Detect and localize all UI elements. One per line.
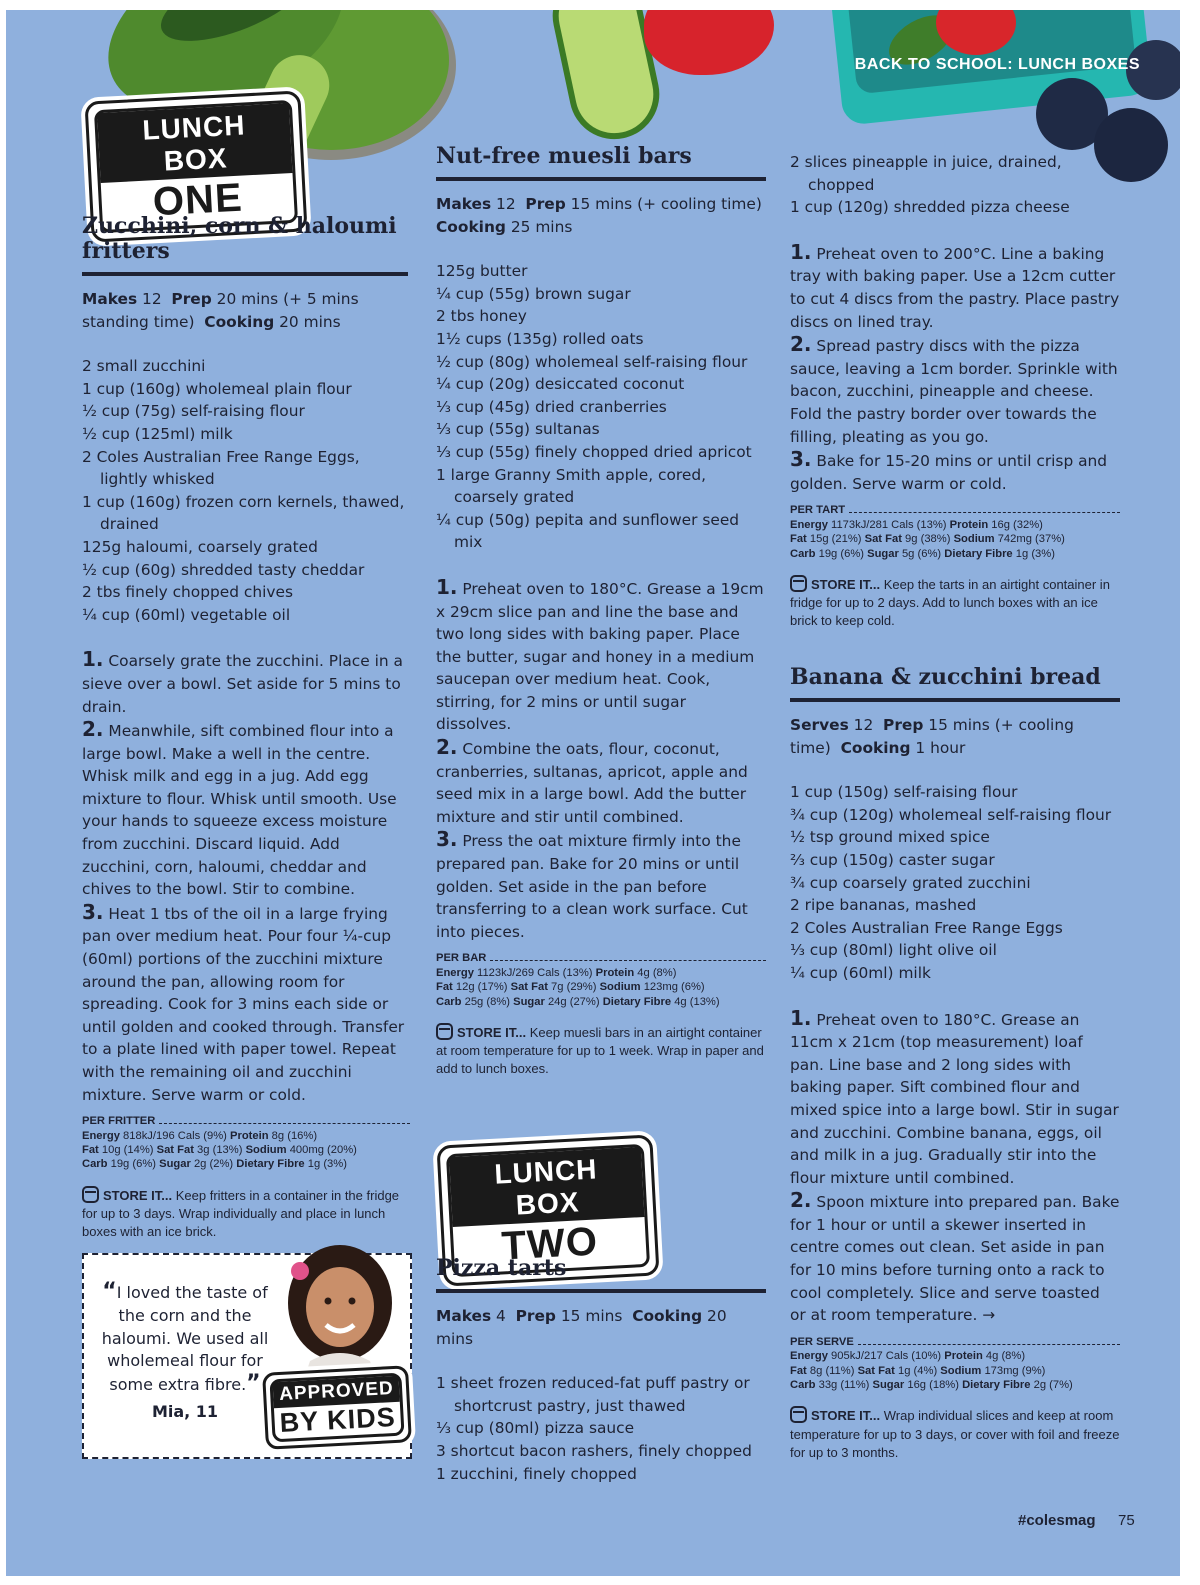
- method-step: [790, 333, 1120, 448]
- store-it-note: [436, 1023, 766, 1079]
- method: [436, 576, 766, 944]
- ingredient: ¼ cup (50g) pepita and sunflower seed mix: [436, 510, 740, 552]
- nutrient-name: Dietary Fibre: [236, 1158, 305, 1171]
- recipe-pizza-tarts: [436, 1256, 766, 1485]
- store-it-note: [82, 1186, 410, 1242]
- container-icon: [790, 1406, 807, 1423]
- makes-label: Makes: [82, 290, 138, 308]
- store-it-text: Keep the tarts in an airtight container in fridge for up to 2 days. Add to lunch boxes with an ice brick to keep cold.: [790, 576, 1110, 629]
- nutrient-value: 4g (13%): [674, 995, 720, 1008]
- method: [82, 648, 410, 1106]
- stamp-bottom-text: TWO: [500, 1219, 599, 1269]
- ingredient: ⅓ cup (80ml) light olive oil: [790, 941, 997, 960]
- nutrition-header: [790, 503, 1120, 517]
- stamp-top-text: LUNCH BOX: [97, 103, 292, 183]
- nutrition-header: [82, 1114, 410, 1128]
- method-step: [82, 901, 410, 1106]
- prep-value: 20 mins (+ 5 mins standing time): [82, 290, 359, 331]
- recipe-pizza-tarts-continued: [790, 151, 1120, 631]
- method-step: [436, 736, 766, 828]
- serves-value: 12: [853, 716, 874, 734]
- ingredient: 2 ripe bananas, mashed: [790, 896, 977, 915]
- method-step: [82, 718, 410, 901]
- step-text: Spread pastry discs with the pizza sauce, leaving a 1cm border. Sprinkle with bacon, zucchini, pineapple and cheese. Fold the pastry border over towards the filling, pleating as you go.: [790, 337, 1118, 446]
- ingredient: 2 Coles Australian Free Range Eggs, lightly whisked: [82, 447, 360, 489]
- nutrient-name: Sugar: [872, 1379, 905, 1392]
- nutrient-value: 123mg (6%): [643, 981, 705, 994]
- nutrient-name: Sodium: [940, 1364, 982, 1377]
- method-step: [790, 241, 1120, 333]
- store-it-text: Keep muesli bars in an airtight container at room temperature for up to 1 week. Wrap in paper and add to lunch boxes.: [436, 1025, 764, 1077]
- prep-value: 15 mins (+ cooling time): [790, 716, 1074, 757]
- nutrient-name: Dietary Fibre: [602, 995, 672, 1008]
- method-step: [790, 1189, 1120, 1327]
- nutrient-value: 742mg (37%): [997, 533, 1065, 546]
- nutrient-value: 905kJ/217 Cals (10%): [831, 1350, 942, 1363]
- ingredient: 1 cup (150g) self-raising flour: [790, 783, 1018, 802]
- recipe-meta: [436, 1305, 766, 1350]
- ingredient: ½ cup (125ml) milk: [82, 424, 233, 443]
- ingredient: ¾ cup coarsely grated zucchini: [790, 873, 1031, 892]
- ingredient: ⅓ cup (45g) dried cranberries: [436, 397, 667, 416]
- nutrition-header: [436, 951, 766, 965]
- method-step: [436, 828, 766, 943]
- recipe-zucchini-fritters: [82, 214, 410, 1241]
- nutrient-name: Sat Fat: [156, 1144, 194, 1156]
- quote-attribution: Mia, 11: [151, 1401, 219, 1421]
- nutrient-name: Sat Fat: [857, 1364, 895, 1377]
- nutrient-name: Carb: [82, 1158, 108, 1171]
- stamp-top-text: LUNCH BOX: [449, 1147, 644, 1227]
- nutrition-label: PER FRITTER: [82, 1115, 156, 1128]
- nutrient-value: 818kJ/196 Cals (9%): [123, 1129, 227, 1142]
- nutrient-name: Carb: [436, 995, 462, 1008]
- nutrition-panel: [790, 1335, 1120, 1393]
- makes-value: 4: [496, 1307, 506, 1325]
- prep-label: Prep: [883, 716, 924, 734]
- step-number: 1.: [790, 239, 812, 264]
- nutrition-line: [790, 1378, 1120, 1392]
- ingredient: 1 cup (160g) frozen corn kernels, thawed, drained: [82, 492, 405, 534]
- ingredient: 1 cup (160g) wholemeal plain flour: [82, 379, 352, 398]
- step-text: Bake for 15-20 mins or until crisp and golden. Serve warm or cold.: [790, 452, 1108, 493]
- ingredient: 2 slices pineapple in juice, drained, chopped: [790, 153, 1062, 194]
- nutrient-value: 10g (14%): [101, 1144, 154, 1156]
- store-it-label: STORE IT...: [811, 1408, 881, 1424]
- makes-label: Makes: [436, 1307, 492, 1325]
- nutrient-value: 1173kJ/281 Cals (13%): [831, 518, 947, 531]
- kid-quote: [90, 1281, 280, 1424]
- nutrition-label: PER TART: [790, 504, 846, 517]
- nutrient-name: Energy: [790, 518, 828, 531]
- nutrient-value: 12g (17%): [455, 981, 508, 994]
- ingredient: 2 tbs honey: [436, 307, 527, 326]
- nutrient-name: Protein: [949, 518, 989, 531]
- nutrition-line: [790, 547, 1120, 561]
- ingredient: 1½ cups (135g) rolled oats: [436, 329, 644, 348]
- makes-value: 12: [496, 195, 516, 213]
- nutrient-value: 19g (6%): [818, 547, 865, 560]
- container-icon: [436, 1023, 453, 1040]
- nutrient-value: 9g (38%): [905, 533, 951, 546]
- recipe-muesli-bars: [436, 144, 766, 1079]
- nutrient-name: Energy: [790, 1350, 828, 1363]
- ingredient-list: [436, 1372, 766, 1485]
- ingredient: 1 cup (120g) shredded pizza cheese: [790, 198, 1070, 217]
- ingredient: ¼ cup (55g) brown sugar: [436, 284, 631, 303]
- recipe-title: Zucchini, corn & haloumi fritters: [82, 214, 408, 276]
- nutrient-name: Protein: [595, 966, 635, 979]
- magazine-page: [6, 10, 1180, 1576]
- nutrition-label: PER BAR: [436, 952, 487, 965]
- store-it-note: [790, 575, 1120, 631]
- ingredient: ⅓ cup (80ml) pizza sauce: [436, 1419, 635, 1438]
- method-step: [82, 648, 410, 718]
- stamp-top-text: APPROVED: [273, 1376, 400, 1409]
- prep-value: 15 mins (+ cooling time): [570, 195, 762, 213]
- nutrient-value: 33g (11%): [818, 1379, 870, 1392]
- nutrient-value: 16g (32%): [991, 518, 1043, 531]
- step-text: Heat 1 tbs of the oil in a large frying pan over medium heat. Pour four ¼-cup (60ml) portions of the zucchini mixture around the pan, allowing room for spreading. Cook for 3 mins each side or until golden and cooked through. Transfer to a plate lined with paper towel. Repeat with the remaining oil and zucchini mixture. Serve warm or cold.: [82, 904, 405, 1104]
- container-icon: [82, 1186, 99, 1203]
- ingredient: 3 shortcut bacon rashers, finely chopped: [436, 1441, 752, 1460]
- cooking-value: 25 mins: [510, 217, 573, 236]
- prep-value: 15 mins: [560, 1307, 623, 1325]
- stamp-frame: [269, 1373, 404, 1443]
- nutrient-value: 3g (13%): [197, 1144, 243, 1156]
- prep-label: Prep: [171, 290, 212, 308]
- kid-photo: [280, 1241, 400, 1379]
- nutrient-name: Sodium: [245, 1144, 287, 1156]
- method-step: [790, 1007, 1120, 1190]
- ingredient: 2 Coles Australian Free Range Eggs: [790, 918, 1063, 937]
- nutrient-value: 1123kJ/269 Cals (13%): [477, 966, 593, 979]
- nutrient-value: 25g (8%): [464, 995, 511, 1008]
- nutrition-line: [436, 995, 766, 1009]
- ingredient: ⅔ cup (150g) caster sugar: [790, 850, 995, 869]
- step-number: 2.: [790, 332, 812, 357]
- nutrient-name: Carb: [790, 1379, 816, 1392]
- stamp-bottom-text: ONE: [151, 175, 244, 225]
- ingredient-list: [790, 151, 1120, 219]
- recipe-meta: [436, 193, 766, 238]
- recipe-title: Pizza tarts: [436, 1256, 766, 1293]
- makes-value: 12: [142, 290, 162, 308]
- nutrient-name: Protein: [230, 1129, 269, 1142]
- nutrition-header: [790, 1335, 1120, 1349]
- store-it-text: Keep fritters in a container in the fridge for up to 3 days. Wrap individually and place in lunch boxes with an ice brick.: [82, 1187, 400, 1240]
- ingredient: ¾ cup (120g) wholemeal self-raising flour: [790, 805, 1112, 824]
- method: [790, 1007, 1120, 1327]
- stamp-bottom-text: BY KIDS: [278, 1401, 397, 1438]
- ingredient: ¼ cup (20g) desiccated coconut: [436, 375, 685, 394]
- quote-text: I loved the taste of the corn and the haloumi. We used all wholemeal flour for some extra fibre.: [101, 1283, 269, 1395]
- cooking-label: Cooking: [204, 312, 275, 331]
- recipe-title: Nut-free muesli bars: [436, 144, 766, 181]
- step-number: 3.: [436, 827, 458, 852]
- step-number: 1.: [82, 647, 104, 672]
- step-text: Preheat oven to 180°C. Grease a 19cm x 29cm slice pan and line the base and two long sides with baking paper. Place the butter, sugar and honey in a medium saucepan over medium heat. Cook, stirring, for 2 mins or until sugar dissolves.: [436, 579, 764, 734]
- nutrient-name: Dietary Fibre: [944, 547, 1013, 560]
- ingredient: 125g butter: [436, 262, 528, 281]
- nutrition-line: [82, 1157, 410, 1171]
- cooking-label: Cooking: [436, 217, 506, 236]
- nutrient-name: Dietary Fibre: [962, 1379, 1031, 1392]
- nutrition-panel: [790, 503, 1120, 561]
- step-text: Coarsely grate the zucchini. Place in a sieve over a bowl. Set aside for 5 mins to drain.: [82, 652, 403, 716]
- nutrient-name: Sugar: [867, 547, 899, 560]
- recipe-meta: [82, 288, 410, 333]
- nutrient-value: 8g (16%): [271, 1129, 318, 1142]
- nutrient-name: Fat: [790, 533, 807, 546]
- nutrient-value: 24g (27%): [547, 995, 600, 1008]
- nutrition-line: [790, 1364, 1120, 1378]
- nutrient-name: Sat Fat: [510, 981, 548, 994]
- nutrition-line: [790, 1349, 1120, 1363]
- step-text: Spoon mixture into prepared pan. Bake for 1 hour or until a skewer inserted in centre comes out clean. Set aside in pan for 10 mins before turning onto a rack to cool completely. Slice and serve toasted or at room temperature. →: [790, 1193, 1120, 1325]
- makes-label: Makes: [436, 195, 492, 213]
- step-number: 3.: [82, 899, 104, 924]
- step-text: Meanwhile, sift combined flour into a large bowl. Make a well in the centre. Whisk milk and egg in a jug. Add egg mixture to flour. Whisk until smooth. Use your hands to squeeze excess moisture from zucchini. Discard liquid. Add zucchini, corn, haloumi, cheddar and chives to the bowl. Stir to combine.: [82, 722, 397, 899]
- recipe-title: Banana & zucchini bread: [790, 665, 1120, 702]
- ingredient: 1 zucchini, finely chopped: [436, 1464, 637, 1483]
- ingredient: ¼ cup (60ml) vegetable oil: [82, 605, 291, 624]
- nutrient-value: 19g (6%): [110, 1158, 157, 1171]
- nutrient-value: 1g (3%): [1015, 547, 1055, 560]
- nutrient-name: Energy: [82, 1129, 120, 1142]
- step-text: Press the oat mixture firmly into the prepared pan. Bake for 20 mins or until golden. Set aside in the pan before transferring to a clean work surface. Cut into pieces.: [436, 832, 748, 941]
- approved-by-kids-stamp: [262, 1365, 412, 1450]
- nutrient-name: Fat: [436, 981, 453, 994]
- nutrient-name: Fat: [82, 1144, 99, 1156]
- magazine-hashtag: #colesmag: [1018, 1512, 1096, 1529]
- nutrient-value: 1g (4%): [898, 1364, 938, 1377]
- ingredient: ½ cup (60g) shredded tasty cheddar: [82, 560, 365, 579]
- nutrition-line: [82, 1129, 410, 1143]
- nutrient-value: 16g (18%): [907, 1379, 959, 1392]
- nutrient-name: Fat: [790, 1364, 807, 1377]
- nutrient-name: Protein: [944, 1350, 983, 1363]
- nutrient-name: Sat Fat: [864, 533, 902, 546]
- cooking-value: 1 hour: [915, 738, 966, 757]
- ingredient: 1 sheet frozen reduced-fat puff pastry or shortcrust pastry, just thawed: [436, 1374, 750, 1415]
- cooking-label: Cooking: [840, 738, 911, 757]
- ingredient: 1 large Granny Smith apple, cored, coarsely grated: [436, 465, 706, 507]
- nutrition-line: [82, 1143, 410, 1157]
- nutrient-name: Sugar: [513, 995, 545, 1008]
- nutrient-value: 15g (21%): [809, 533, 862, 546]
- nutrient-value: 2g (2%): [193, 1158, 234, 1171]
- nutrition-line: [790, 532, 1120, 546]
- ingredient-list: [436, 260, 766, 554]
- store-it-label: STORE IT...: [457, 1025, 527, 1041]
- method: [790, 241, 1120, 496]
- cooking-value: 20 mins: [279, 312, 341, 331]
- nutrient-name: Sugar: [159, 1158, 191, 1171]
- store-it-label: STORE IT...: [103, 1187, 173, 1203]
- nutrient-value: 8g (11%): [809, 1364, 855, 1377]
- nutrient-value: 1g (3%): [307, 1158, 347, 1171]
- ingredient: ⅓ cup (55g) sultanas: [436, 420, 600, 439]
- nutrition-line: [436, 980, 766, 994]
- nutrient-value: 4g (8%): [985, 1350, 1026, 1363]
- ingredient: ⅓ cup (55g) finely chopped dried apricot: [436, 442, 752, 461]
- ingredient: 125g haloumi, coarsely grated: [82, 537, 318, 556]
- method-step: [790, 448, 1120, 495]
- store-it-note: [790, 1406, 1120, 1462]
- nutrient-name: Sodium: [953, 533, 995, 546]
- nutrition-line: [436, 966, 766, 980]
- nutrient-value: 2g (7%): [1033, 1379, 1073, 1392]
- step-number: 3.: [790, 447, 812, 472]
- step-number: 1.: [790, 1005, 812, 1030]
- ingredient: 2 tbs finely chopped chives: [82, 583, 293, 602]
- strawberry-image: [644, 10, 774, 75]
- step-text: Preheat oven to 200°C. Line a baking tray with baking paper. Use a 12cm cutter to cut 4 discs from the pastry. Place pastry discs on lined tray.: [790, 244, 1120, 331]
- store-it-label: STORE IT...: [811, 576, 881, 592]
- section-label: BACK TO SCHOOL: LUNCH BOXES: [854, 56, 1140, 73]
- step-text: Preheat oven to 180°C. Grease an 11cm x 21cm (top measurement) loaf pan. Line base and 2 long sides with baking paper. Sift combined flour and mixed spice into a large bowl. Stir in sugar and zucchini. Combine banana, eggs, oil and milk in a jug. Gradually stir into the flour mixture until combined.: [790, 1010, 1119, 1187]
- step-text: Combine the oats, flour, coconut, cranberries, sultanas, apricot, apple and seed mix in a large bowl. Add the butter mixture and stir until combined.: [436, 740, 748, 826]
- ingredient: ½ cup (80g) wholemeal self-raising flour: [436, 352, 748, 371]
- recipe-meta: [790, 714, 1120, 759]
- serves-label: Serves: [790, 716, 849, 734]
- nutrient-name: Carb: [790, 547, 816, 560]
- nutrient-name: Energy: [436, 966, 474, 979]
- nutrient-value: 4g (8%): [637, 966, 677, 979]
- nutrient-value: 400mg (20%): [289, 1144, 357, 1156]
- open-quote-mark: “: [102, 1279, 117, 1304]
- nutrient-value: 173mg (9%): [984, 1364, 1046, 1377]
- store-it-text: Wrap individual slices and keep at room temperature for up to 3 days, or cover with foil and freeze for up to 3 months.: [790, 1408, 1120, 1460]
- nutrient-value: 7g (29%): [551, 981, 597, 994]
- page-number: 75: [1118, 1512, 1135, 1529]
- ingredient-list: [82, 355, 410, 626]
- recipe-banana-zucchini-bread: [790, 665, 1120, 1462]
- prep-label: Prep: [525, 195, 566, 213]
- ingredient: ½ tsp ground mixed spice: [790, 828, 990, 847]
- kid-quote-box: [82, 1253, 412, 1459]
- prep-label: Prep: [515, 1307, 556, 1325]
- container-icon: [790, 575, 807, 592]
- close-quote-mark: ”: [246, 1371, 261, 1397]
- nutrition-label: PER SERVE: [790, 1335, 854, 1348]
- ingredient-list: [790, 781, 1120, 984]
- nutrient-name: Sodium: [599, 981, 641, 994]
- step-number: 2.: [436, 735, 458, 760]
- cooking-value: 20 mins: [436, 1307, 727, 1348]
- cooking-label: Cooking: [632, 1307, 703, 1325]
- nutrient-value: 5g (6%): [901, 547, 942, 560]
- ingredient: 2 small zucchini: [82, 357, 206, 376]
- nutrition-panel: [82, 1114, 410, 1172]
- method-step: [436, 576, 766, 736]
- ingredient: ½ cup (75g) self-raising flour: [82, 402, 305, 421]
- step-number: 1.: [436, 574, 458, 599]
- nutrition-line: [790, 518, 1120, 532]
- step-number: 2.: [82, 717, 104, 742]
- nutrition-panel: [436, 951, 766, 1009]
- ingredient: ¼ cup (60ml) milk: [790, 963, 931, 982]
- step-number: 2.: [790, 1188, 812, 1213]
